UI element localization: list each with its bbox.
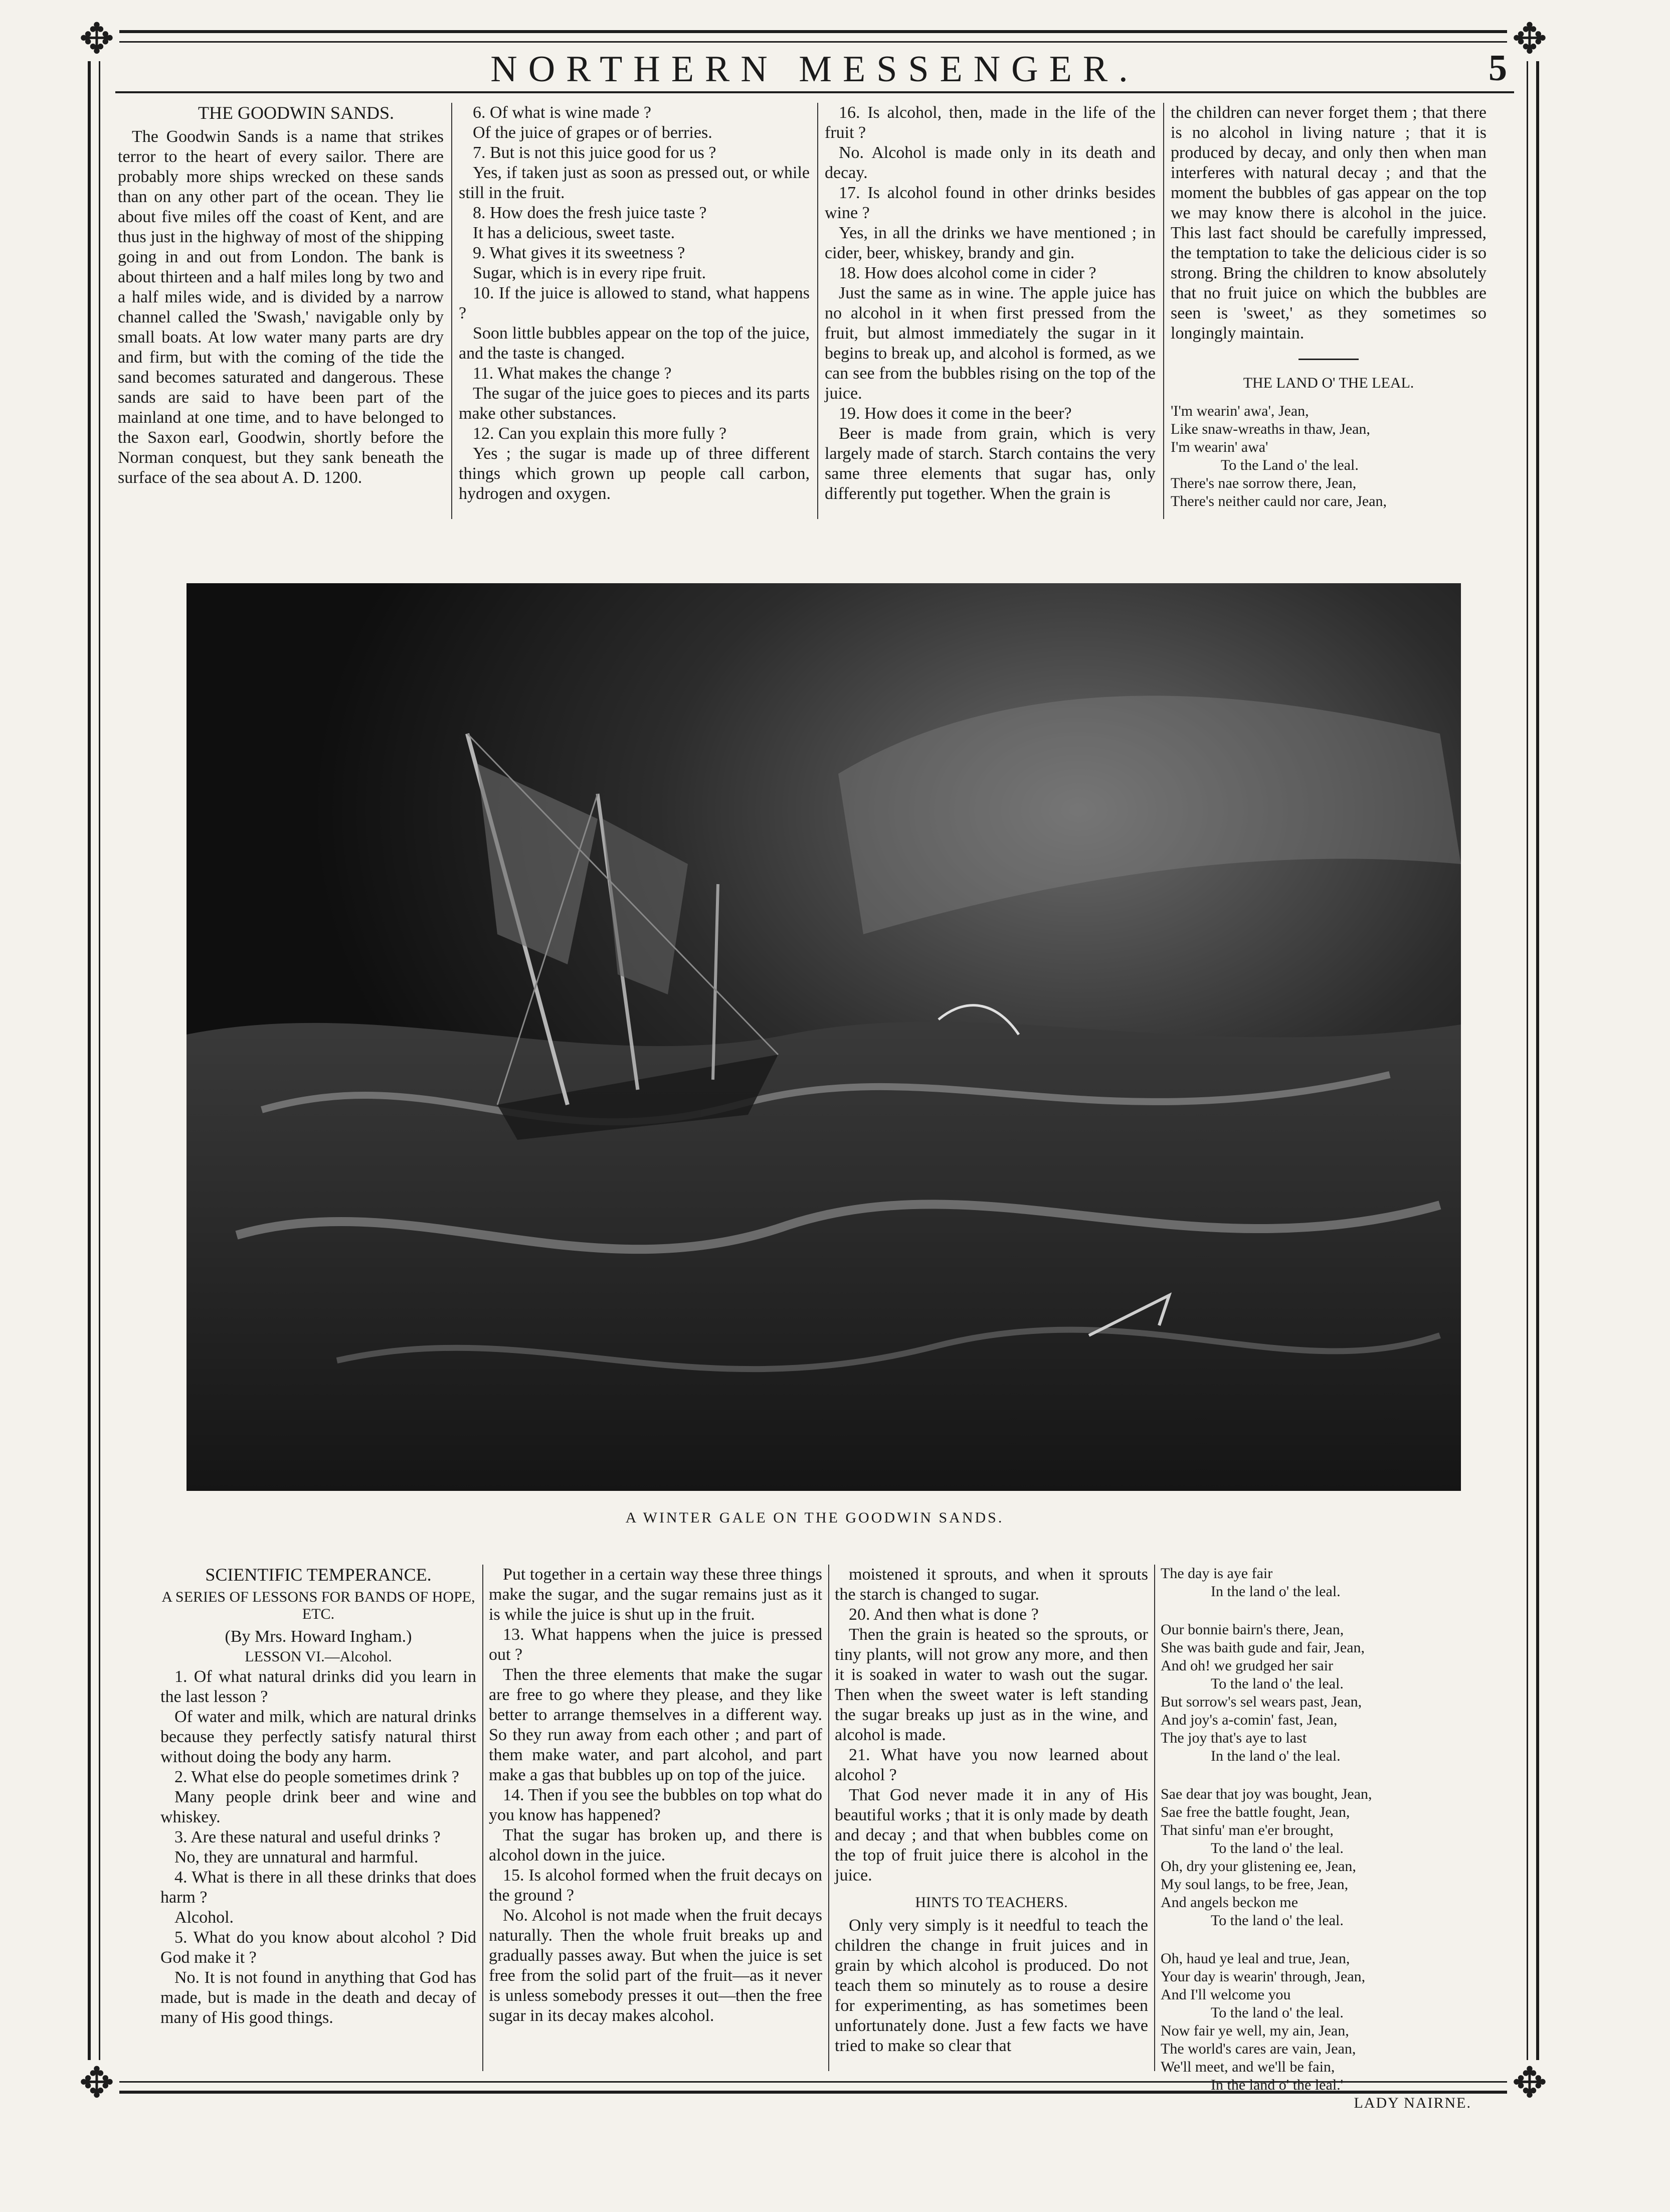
temperance-lesson-continued-top [459,103,810,504]
poem-line: She was baith gude and fair, Jean, [1161,1639,1365,1656]
lesson-paragraphs [835,1565,1148,1886]
lesson-paragraph: No, they are unnatural and harmful. [174,1848,419,1866]
article-heading: SCIENTIFIC TEMPERANCE. [205,1565,432,1585]
corner-ornament-icon: ✥ [74,2060,119,2105]
poem-author: LADY NAIRNE. [1354,2095,1471,2111]
poem-land-o-the-leal [1161,1565,1471,2112]
divider [1298,359,1359,360]
poem-line: Our bonnie bairn's there, Jean, [1161,1621,1344,1638]
lesson-paragraph: 18. How does alcohol come in cider ? [839,264,1096,282]
hints-and-poem-top [1171,103,1487,511]
lesson-paragraph: No. It is not found in anything that God has made, but is made in the death and decay of many of His good things. [160,1968,476,2027]
corner-ornament-icon: ✥ [1507,2060,1552,2105]
poem-line: The day is aye fair [1161,1565,1273,1582]
lesson-paragraph: Just the same as in wine. The apple juice has no alcohol in it when first pressed from the fruit, but almost immediately the sugar in it begins to break up, and alcohol is formed, as we can see from the bubbles rising on the top of the juice. [825,284,1156,403]
poem-line: In the land o' the leal. [1211,1583,1341,1600]
illustration-winter-gale [187,583,1461,1491]
page-number: 5 [1489,48,1507,89]
poem-line: The world's cares are vain, Jean, [1161,2040,1356,2057]
poem-line: My soul langs, to be free, Jean, [1161,1876,1349,1893]
lesson-paragraph: 19. How does it come in the beer? [839,404,1072,423]
poem-line: Sae dear that joy was bought, Jean, [1161,1786,1372,1802]
stanza-gap [1161,1765,1471,1785]
poem-line: In the land o' the leal. [1211,1748,1341,1764]
poem-line: That sinfu' man e'er brought, [1161,1822,1334,1838]
lesson-paragraph: Alcohol. [174,1908,234,1927]
lesson-paragraph: Soon little bubbles appear on the top of the juice, and the taste is changed. [459,324,810,363]
poem-line: In the land o' the leal.' [1211,2077,1344,2093]
lesson-paragraph: 17. Is alcohol found in other drinks besides wine ? [825,184,1156,222]
lesson-paragraph: 13. What happens when the juice is pressed out ? [489,1625,822,1664]
lesson-paragraphs [160,1667,476,2028]
temperance-lesson-continued-2 [835,1565,1148,2056]
poem-line: There's neither cauld nor care, Jean, [1171,493,1387,509]
illustration-caption: A WINTER GALE ON THE GOODWIN SANDS. [625,1509,1004,1526]
column-rule [1154,1565,1155,2071]
lesson-paragraph: It has a delicious, sweet taste. [473,224,675,242]
poem-line: Sae free the battle fought, Jean, [1161,1804,1350,1820]
poem-line: We'll meet, and we'll be fain, [1161,2059,1335,2075]
lesson-paragraph: 6. Of what is wine made ? [473,103,651,122]
lesson-paragraph: Yes, in all the drinks we have mentioned ; in cider, beer, whiskey, brandy and gin. [825,224,1156,262]
lesson-paragraph: 8. How does the fresh juice taste ? [473,204,707,222]
lesson-paragraph: No. Alcohol is not made when the fruit decays naturally. Then the whole fruit breaks up and gradually passes away. But when the juice is set free from the solid part of the fruit—as it never is unless somebody presses it out—then the free sugar in its decay makes alcohol. [489,1906,822,2025]
poem-line: Oh, haud ye leal and true, Jean, [1161,1950,1350,1967]
poem-line: The joy that's aye to last [1161,1730,1307,1746]
byline: (By Mrs. Howard Ingham.) [225,1627,412,1646]
lesson-paragraph: The sugar of the juice goes to pieces and its parts make other substances. [459,384,810,423]
lesson-paragraph: Of water and milk, which are natural drinks because they perfectly satisfy natural thirst without doing the body any harm. [160,1708,476,1766]
lesson-paragraph: Beer is made from grain, which is very largely made of starch. Starch contains the very same three elements that sugar has, only differently put together. When the grain is [825,424,1156,503]
poem-line: To the land o' the leal. [1211,1840,1344,1856]
lesson-paragraph: That God never made it in any of His beautiful works ; that it is only made by death and decay ; and that when bubbles come on the top of fruit juice there is alcohol in the juice. [835,1786,1148,1885]
poem-line: 'I'm wearin' awa', Jean, [1171,403,1309,419]
temperance-lesson-continued-top-2 [825,103,1156,504]
poem-lines [1171,402,1487,511]
lesson-paragraph: That the sugar has broken up, and there is alcohol down in the juice. [489,1826,822,1864]
column-rule [482,1565,483,2071]
poem-line: And joy's a-comin' fast, Jean, [1161,1712,1338,1728]
poem-line: I'm wearin' awa' [1171,439,1268,455]
lesson-paragraph: Many people drink beer and wine and whiskey. [160,1788,476,1826]
lesson-paragraph: 14. Then if you see the bubbles on top what do you know has happened? [489,1786,822,1824]
poem-line: Oh, dry your glistening ee, Jean, [1161,1858,1356,1875]
lesson-paragraph: Then the three elements that make the sugar are free to go where they please, and they like better to arrange themselves in a different way. So they run away from each other ; and part of them make water, and part alcohol, and part make a gas that bubbles up on top of the juice. [489,1665,822,1784]
poem-line: To the Land o' the leal. [1221,457,1359,473]
poem-line: To the land o' the leal. [1211,1912,1344,1929]
lesson-paragraph: 9. What gives it its sweetness ? [473,244,685,262]
lesson-title: LESSON VI.—Alcohol. [245,1648,392,1665]
lesson-paragraph: 3. Are these natural and useful drinks ? [174,1828,441,1846]
column-rule [451,103,452,519]
lesson-paragraph: 12. Can you explain this more fully ? [473,424,727,443]
series-title: A SERIES OF LESSONS FOR BANDS OF HOPE, ETC. [161,1589,475,1622]
lesson-paragraph: 5. What do you know about alcohol ? Did God make it ? [160,1928,476,1967]
lesson-paragraph: Sugar, which is in every ripe fruit. [473,264,706,282]
lesson-paragraph: 1. Of what natural drinks did you learn in the last lesson ? [160,1667,476,1706]
lesson-paragraph: 11. What makes the change ? [473,364,672,383]
article-scientific-temperance [160,1565,476,2028]
lesson-paragraph: 4. What is there in all these drinks that does harm ? [160,1868,476,1907]
lesson-paragraph: Yes ; the sugar is made up of three different things which grown up people call carbon, hydrogen and oxygen. [459,444,810,503]
column-rule [1163,103,1164,519]
corner-ornament-icon: ✥ [1507,16,1552,61]
lesson-paragraph: Of the juice of grapes or of berries. [473,123,712,142]
temperance-lesson-continued [489,1565,822,2026]
article-heading: THE GOODWIN SANDS. [198,103,394,123]
lesson-paragraph: 15. Is alcohol formed when the fruit decays on the ground ? [489,1866,822,1905]
article-body: The Goodwin Sands is a name that strikes terror to the heart of every sailor. There are probably more ships wrecked on these sands than on any other part of the ocean. They lie about five miles off the coast of Kent, and are thus just in the highway of most of the shipping going in and out from London. The bank is about thirteen and a half miles long by two and a half miles wide, and is divided by a narrow channel called the 'Swash,' navigable only by small boats. At low water many parts are dry and firm, but with the coming of the tide the sand becomes saturated and dangerous. These sands are said to have been part of the mainland at one time, and to have belonged to the Saxon earl, Goodwin, shortly before the Norman conquest, but they sank beneath the surface of the sea about A. D. 1200. [118,127,444,487]
poem-line: And oh! we grudged her sair [1161,1657,1334,1674]
lesson-paragraph: 16. Is alcohol, then, made in the life of the fruit ? [825,103,1156,142]
hints-continued: the children can never forget them ; that there is no alcohol in living nature ; that it is produced by decay, and only then when man interferes with natural decay ; and that the moment the bubbles of gas appear on the top we may know there is alcohol in the juice. This last fact should be carefully impressed, the temptation to take the delicious cider is so strong. Bring the children to know absolutely that no fruit juice on which the bubbles are seen is 'sweet,' as they sometimes so longingly maintain. [1171,103,1487,343]
poem-line: Your day is wearin' through, Jean, [1161,1968,1366,1985]
hints-heading: HINTS TO TEACHERS. [915,1894,1068,1911]
lesson-paragraph: moistened it sprouts, and when it sprouts the starch is changed to sugar. [835,1565,1148,1604]
column-rule [817,103,818,519]
hints-body: Only very simply is it needful to teach the children the change in fruit juices and in grain by which alcohol is produced. Do not teach them so minutely as to rouse a desire for experimenting, as has sometimes been unfortunately done. Just a few facts we have tried to make so clear that [835,1916,1148,2055]
stanza-gap [1161,1930,1471,1950]
lesson-paragraph: 20. And then what is done ? [849,1605,1039,1624]
lesson-paragraph: Then the grain is heated so the sprouts, or tiny plants, will not grow any more, and then it is soaked in water to wash out the sugar. Then when the sweet water is left standing the sugar breaks up just as in the wine, and alcohol is made. [835,1625,1148,1744]
lesson-paragraph: No. Alcohol is made only in its death and decay. [825,143,1156,182]
corner-ornament-icon: ✥ [74,16,119,61]
poem-title: THE LAND O' THE LEAL. [1243,375,1414,391]
poem-line: Now fair ye well, my ain, Jean, [1161,2022,1349,2039]
masthead [115,46,1514,93]
article-goodwin-sands [118,103,444,488]
poem-line: To the land o' the leal. [1211,1675,1344,1692]
poem-line: Like snaw-wreaths in thaw, Jean, [1171,421,1370,437]
poem-line: And I'll welcome you [1161,1986,1291,2003]
lesson-paragraph: Put together in a certain way these three things make the sugar, and the sugar remains just as it is while the juice is shut up in the fruit. [489,1565,822,1624]
lesson-paragraph: 2. What else do people sometimes drink ? [174,1768,459,1786]
poem-line: To the land o' the leal. [1211,2004,1344,2021]
poem-line: There's nae sorrow there, Jean, [1171,475,1357,491]
lesson-paragraph: 21. What have you now learned about alcohol ? [835,1746,1148,1784]
poem-line: And angels beckon me [1161,1894,1298,1911]
lesson-paragraph: Yes, if taken just as soon as pressed out, or while still in the fruit. [459,163,810,202]
lesson-paragraph: 10. If the juice is allowed to stand, what happens ? [459,284,810,322]
masthead-title: NORTHERN MESSENGER. [490,49,1139,90]
shipwreck-storm-engraving [187,583,1461,1491]
stanza-gap [1161,1601,1471,1621]
column-rule [828,1565,829,2071]
lesson-paragraph: 7. But is not this juice good for us ? [473,143,716,162]
poem-line: But sorrow's sel wears past, Jean, [1161,1693,1362,1710]
